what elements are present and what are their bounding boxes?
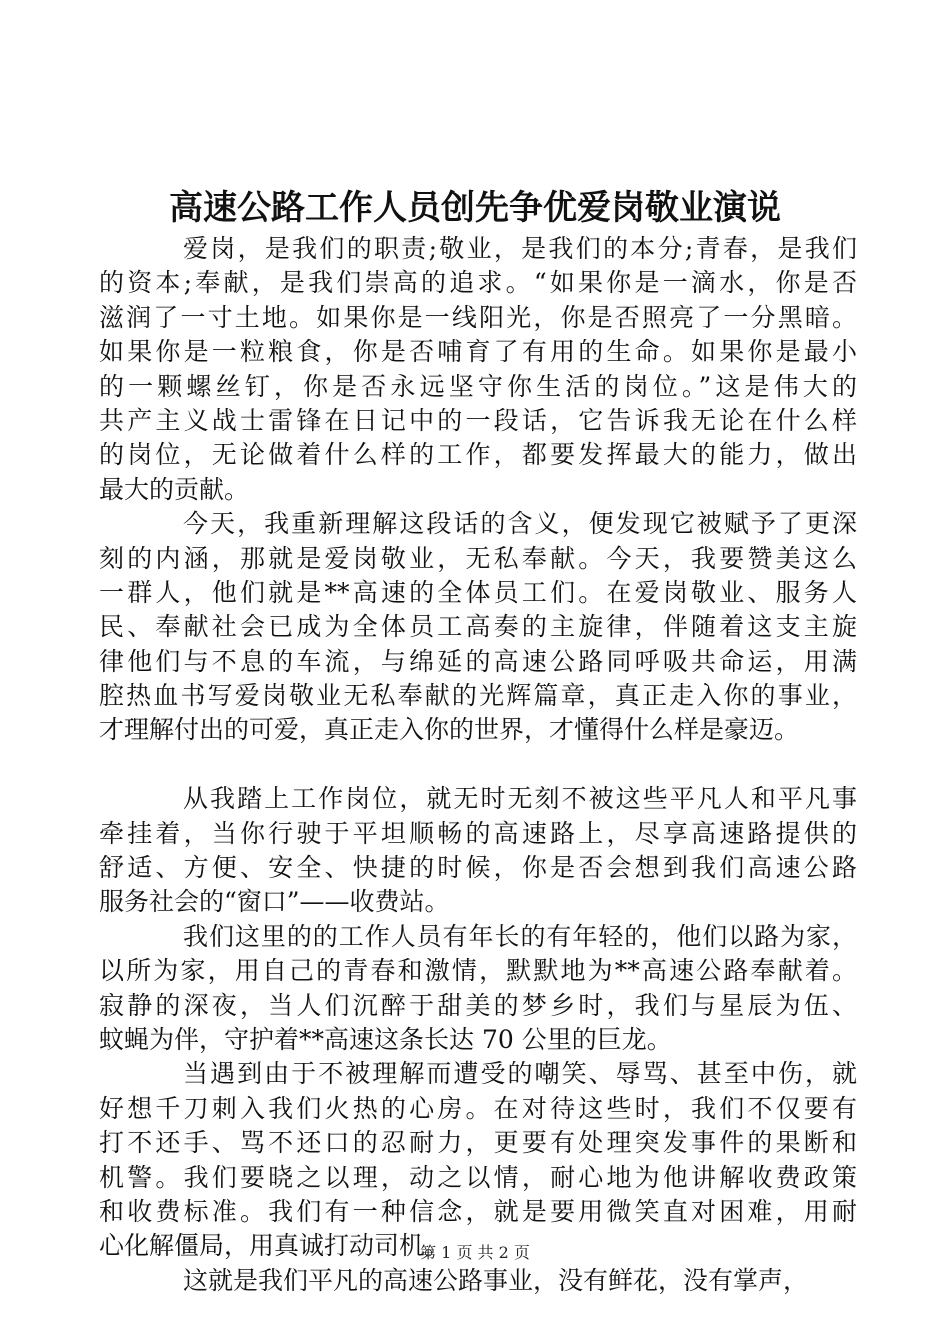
text-line: 的岗位，无论做着什么样的工作，都要发挥最大的能力，做出 xyxy=(99,440,857,470)
text-line: 这就是我们平凡的高速公路事业，没有鲜花，没有掌声， xyxy=(183,1265,809,1295)
text-line: 机警。我们要晓之以理，动之以情，耐心地为他讲解收费政策 xyxy=(99,1162,857,1192)
text-line: 和收费标准。我们有一种信念，就是要用微笑直对困难，用耐 xyxy=(99,1196,857,1226)
text-line: 民、奉献社会已成为全体员工高奏的主旋律，伴随着这支主旋 xyxy=(99,612,857,642)
text-line: 我们这里的的工作人员有年长的有年轻的，他们以路为家， xyxy=(183,921,857,951)
text-line: 的资本;奉献，是我们崇高的追求。“如果你是一滴水，你是否 xyxy=(99,268,857,298)
text-line: 心化解僵局，用真诚打动司机。 xyxy=(99,1231,450,1261)
paragraph-spacer xyxy=(99,748,857,782)
text-line: 打不还手、骂不还口的忍耐力，更要有处理突发事件的果断和 xyxy=(99,1128,857,1158)
text-line: 的一颗螺丝钉，你是否永远坚守你生活的岗位。”这是伟大的 xyxy=(99,371,857,401)
document-title: 高速公路工作人员创先争优爱岗敬业演说 xyxy=(169,188,781,228)
text-line: 当遇到由于不被理解而遭受的嘲笑、辱骂、甚至中伤，就 xyxy=(183,1059,857,1089)
page-number-footer: 第 1 页 共 2 页 xyxy=(420,1243,530,1262)
text-line: 今天，我重新理解这段话的含义，便发现它被赋予了更深 xyxy=(183,509,857,539)
document-body xyxy=(99,232,857,1298)
text-line: 律他们与不息的车流，与绵延的高速公路同呼吸共命运，用满 xyxy=(99,646,857,676)
text-line: 以所为家，用自己的青春和激情，默默地为**高速公路奉献着。 xyxy=(99,956,857,986)
text-line: 才理解付出的可爱，真正走入你的世界，才懂得什么样是豪迈。 xyxy=(99,715,800,745)
text-line: 爱岗，是我们的职责;敬业，是我们的本分;青春，是我们 xyxy=(183,234,857,263)
text-line: 滋润了一寸土地。如果你是一线阳光，你是否照亮了一分黑暗。 xyxy=(99,302,857,332)
text-line: 一群人，他们就是**高速的全体员工们。在爱岗敬业、服务人 xyxy=(99,577,857,607)
text-line: 共产主义战士雷锋在日记中的一段话，它告诉我无论在什么样 xyxy=(99,405,857,435)
text-line: 寂静的深夜，当人们沉醉于甜美的梦乡时，我们与星辰为伍、 xyxy=(99,990,857,1020)
text-line: 好想千刀刺入我们火热的心房。在对待这些时，我们不仅要有 xyxy=(99,1093,857,1123)
text-line: 牵挂着，当你行驶于平坦顺畅的高速路上，尽享高速路提供的 xyxy=(99,818,857,848)
text-line: 腔热血书写爱岗敬业无私奉献的光辉篇章，真正走入你的事业， xyxy=(99,681,857,711)
text-line: 刻的内涵，那就是爱岗敬业，无私奉献。今天，我要赞美这么 xyxy=(99,543,857,573)
text-line: 蚊蝇为伴，守护着**高速这条长达 70 公里的巨龙。 xyxy=(99,1024,672,1054)
text-line: 如果你是一粒粮食，你是否哺育了有用的生命。如果你是最小 xyxy=(99,337,857,367)
text-line: 服务社会的“窗口”——收费站。 xyxy=(99,887,450,917)
text-line: 最大的贡献。 xyxy=(99,474,250,504)
text-line: 从我踏上工作岗位，就无时无刻不被这些平凡人和平凡事 xyxy=(183,784,857,814)
text-line: 舒适、方便、安全、快捷的时候，你是否会想到我们高速公路 xyxy=(99,853,857,883)
